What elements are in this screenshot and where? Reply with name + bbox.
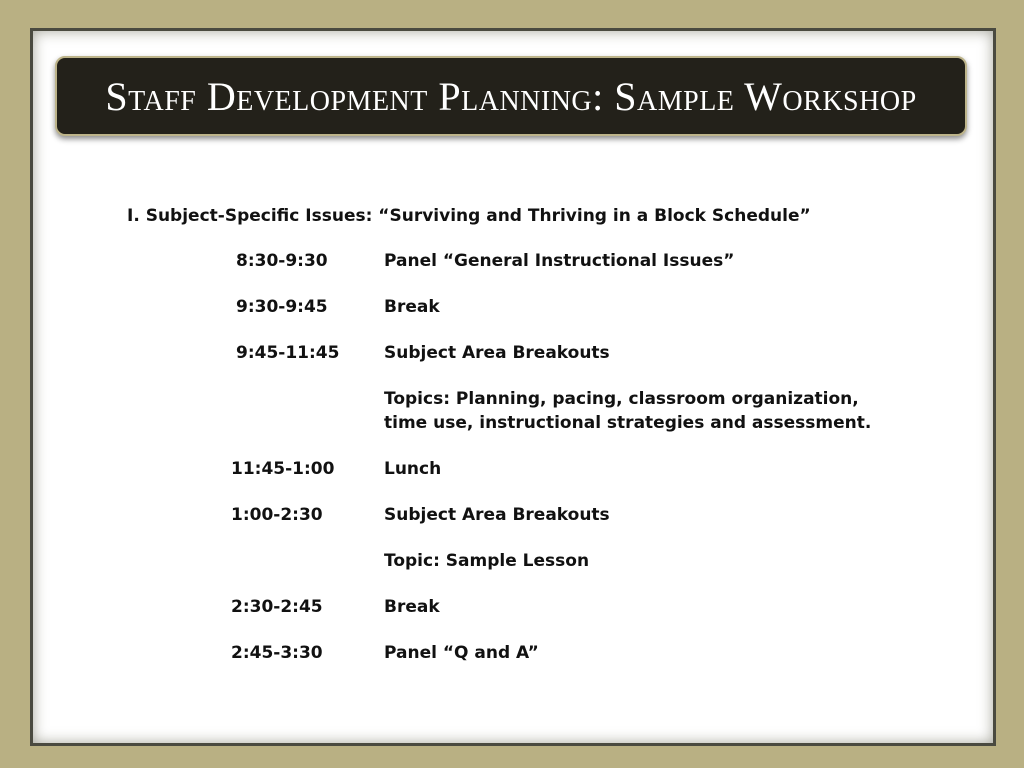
section-prefix: I. Subject-Specific Issues: “ (127, 206, 390, 226)
schedule-time: 9:45-11:45 (236, 343, 340, 363)
schedule-time: 2:45-3:30 (231, 643, 323, 663)
schedule-activity: Subject Area Breakouts (384, 343, 610, 363)
schedule-time: 1:00-2:30 (231, 505, 323, 525)
section-topic: Surviving and Thriving in a Block Schedule (389, 206, 800, 226)
schedule-activity: Panel “General Instructional Issues” (384, 251, 735, 271)
schedule-activity: Subject Area Breakouts (384, 505, 610, 525)
schedule-time: 8:30-9:30 (236, 251, 328, 271)
schedule-time: 9:30-9:45 (236, 297, 328, 317)
schedule-activity: Lunch (384, 459, 442, 479)
schedule-activity: Break (384, 297, 440, 317)
schedule-activity: Panel “Q and A” (384, 643, 539, 663)
schedule-activity: Break (384, 597, 440, 617)
section-suffix: ” (799, 206, 811, 226)
schedule-time: 11:45-1:00 (231, 459, 335, 479)
schedule-time: 2:30-2:45 (231, 597, 323, 617)
schedule-topic-note: Topic: Sample Lesson (384, 551, 590, 571)
section-heading (127, 206, 811, 226)
page-title: Staff Development Planning: Sample Workshop (105, 73, 917, 119)
schedule-topics-note: Topics: Planning, pacing, classroom organization, time use, instructional strategies and assessment. (384, 389, 872, 433)
